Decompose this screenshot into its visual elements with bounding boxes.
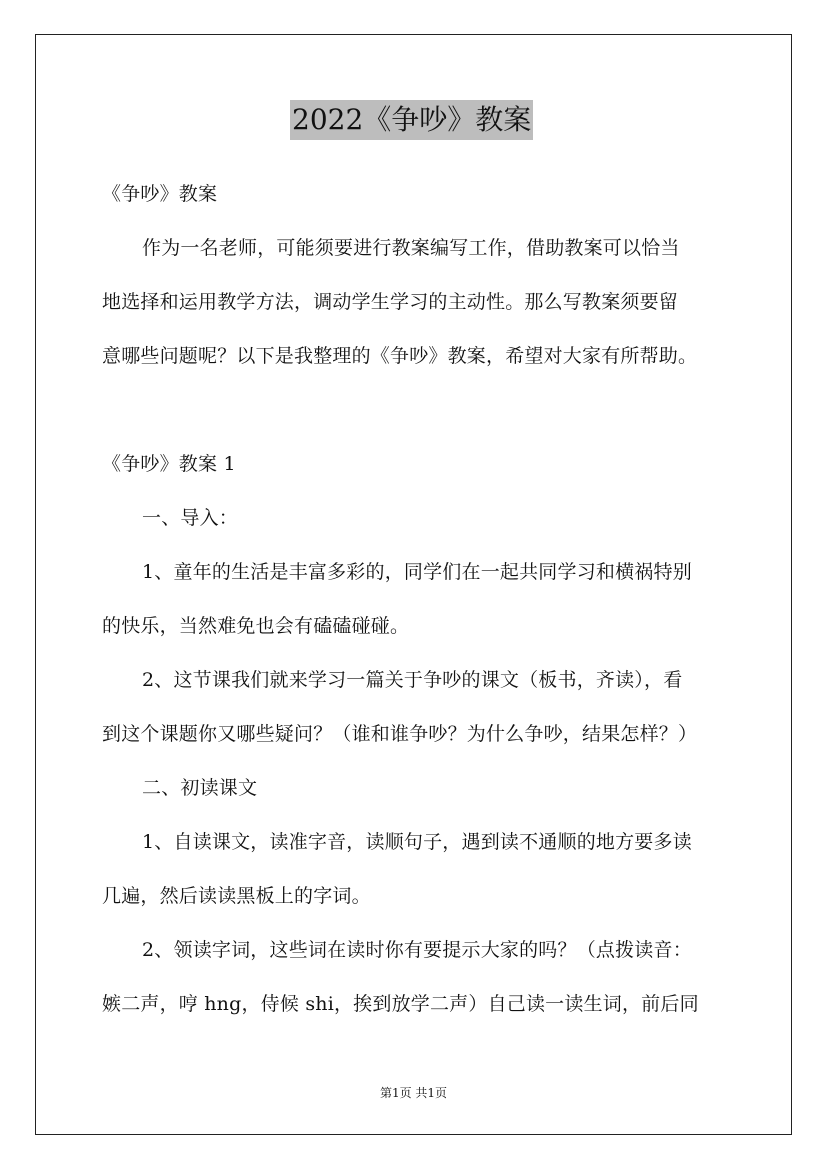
- paragraph-line: 意哪些问题呢？以下是我整理的《争吵》教案，希望对大家有所帮助。: [102, 345, 698, 367]
- paragraph-line: 作为一名老师，可能须要进行教案编写工作，借助教案可以恰当: [142, 237, 680, 259]
- paragraph-line: 2、这节课我们就来学习一篇关于争吵的课文（板书，齐读），看: [142, 669, 683, 691]
- subtitle-line: 《争吵》教案: [102, 183, 218, 205]
- paragraph-line: 1、自读课文，读准字音，读顺句子，遇到读不通顺的地方要多读: [142, 831, 692, 853]
- section-subheading: 二、初读课文: [142, 777, 258, 799]
- page-footer: 第1页 共1页: [379, 1086, 448, 1100]
- paragraph-line: 到这个课题你又哪些疑问？（谁和谁争吵？为什么争吵，结果怎样？）: [102, 723, 698, 745]
- paragraph-line: 1、童年的生活是丰富多彩的，同学们在一起共同学习和横祸特别: [142, 561, 692, 583]
- paragraph-line: 几遍，然后读读黑板上的字词。: [102, 885, 371, 907]
- paragraph-line: 地选择和运用教学方法，调动学生学习的主动性。那么写教案须要留: [102, 291, 679, 313]
- paragraph-line: 的快乐，当然难免也会有磕磕碰碰。: [102, 615, 410, 637]
- document-title: 2022《争吵》教案: [290, 100, 533, 140]
- section-subheading: 一、导入：: [142, 507, 239, 529]
- paragraph-line: 嫉二声，哼 hng，侍候 shi，挨到放学二声）自己读一读生词，前后同: [102, 993, 699, 1015]
- paragraph-line: 2、领读字词，这些词在读时你有要提示大家的吗？（点拨读音：: [142, 939, 692, 961]
- section-heading: 《争吵》教案 1: [102, 453, 236, 475]
